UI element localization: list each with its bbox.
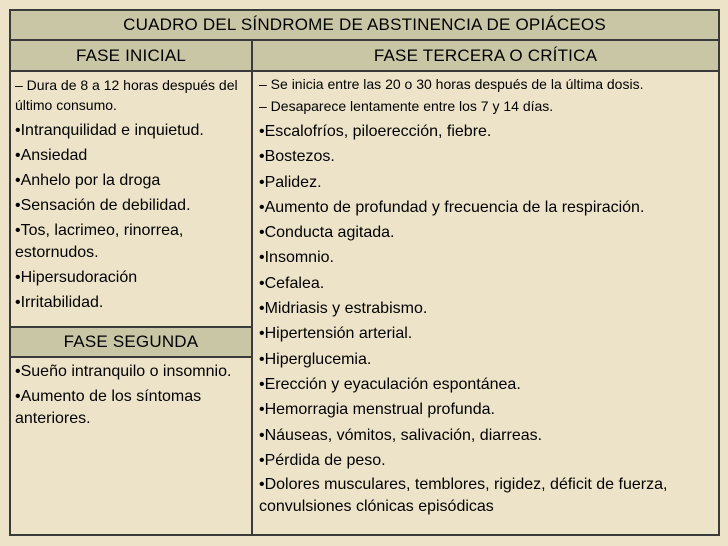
list-item: •Hipertensión arterial. bbox=[259, 325, 413, 343]
initial-duration: – Dura de 8 a 12 horas después del último consumo. bbox=[15, 77, 238, 113]
list-item: •Bostezos. bbox=[259, 148, 335, 166]
table-title: CUADRO DEL SÍNDROME DE ABSTINENCIA DE OPIÁCEOS bbox=[123, 15, 606, 34]
list-item: •Palidez. bbox=[259, 173, 322, 191]
third-note: – Desaparece lentamente entre los 7 y 14 días. bbox=[259, 98, 554, 114]
list-item: •Pérdida de peso. bbox=[259, 451, 386, 469]
header-initial-band bbox=[11, 41, 251, 70]
divider bbox=[11, 356, 251, 358]
list-item: •Midriasis y estrabismo. bbox=[259, 300, 428, 318]
list-item: •Hemorragia menstrual profunda. bbox=[259, 401, 495, 419]
list-item: •Tos, lacrimeo, rinorrea, estornudos. bbox=[15, 222, 184, 261]
list-item: •Irritabilidad. bbox=[15, 294, 104, 311]
header-third-band bbox=[253, 41, 718, 70]
list-item: •Conducta agitada. bbox=[259, 224, 395, 242]
table-title-band bbox=[11, 11, 718, 39]
list-item: •Ansiedad bbox=[15, 147, 88, 164]
column-divider bbox=[251, 39, 253, 534]
third-note: – Se inicia entre las 20 o 30 horas después de la última dosis. bbox=[259, 76, 644, 92]
list-item: •Anhelo por la droga bbox=[15, 172, 161, 189]
second-phase-cell bbox=[15, 361, 247, 433]
initial-phase-cell bbox=[15, 75, 247, 317]
list-item: •Intranquilidad e inquietud. bbox=[15, 122, 204, 139]
header-second: FASE SEGUNDA bbox=[63, 332, 199, 351]
list-item: •Náuseas, vómitos, salivación, diarreas. bbox=[259, 426, 543, 444]
list-item: •Erección y eyaculación espontánea. bbox=[259, 375, 521, 393]
header-second-band bbox=[11, 328, 251, 356]
list-item: •Hiperglucemia. bbox=[259, 350, 372, 368]
header-initial: FASE INICIAL bbox=[75, 45, 187, 65]
list-item: •Cefalea. bbox=[259, 274, 325, 292]
list-item: •Escalofríos, piloerección, fiebre. bbox=[259, 123, 492, 140]
list-item: •Dolores musculares, temblores, rigidez, déficit de fuerza, convulsiones clónicas episódicas bbox=[259, 476, 668, 516]
list-item: •Hipersudoración bbox=[15, 269, 138, 286]
header-third: FASE TERCERA O CRÍTICA bbox=[373, 45, 598, 65]
list-item: •Aumento de profundad y frecuencia de la respiración. bbox=[259, 198, 645, 216]
withdrawal-table bbox=[9, 9, 720, 536]
list-item: •Aumento de los síntomas anteriores. bbox=[15, 388, 202, 427]
divider bbox=[11, 70, 718, 72]
list-item: •Sueño intranquilo o insomnio. bbox=[15, 363, 232, 380]
list-item: •Insomnio. bbox=[259, 249, 334, 267]
list-item: •Sensación de debilidad. bbox=[15, 197, 191, 214]
third-phase-cell bbox=[259, 74, 714, 518]
